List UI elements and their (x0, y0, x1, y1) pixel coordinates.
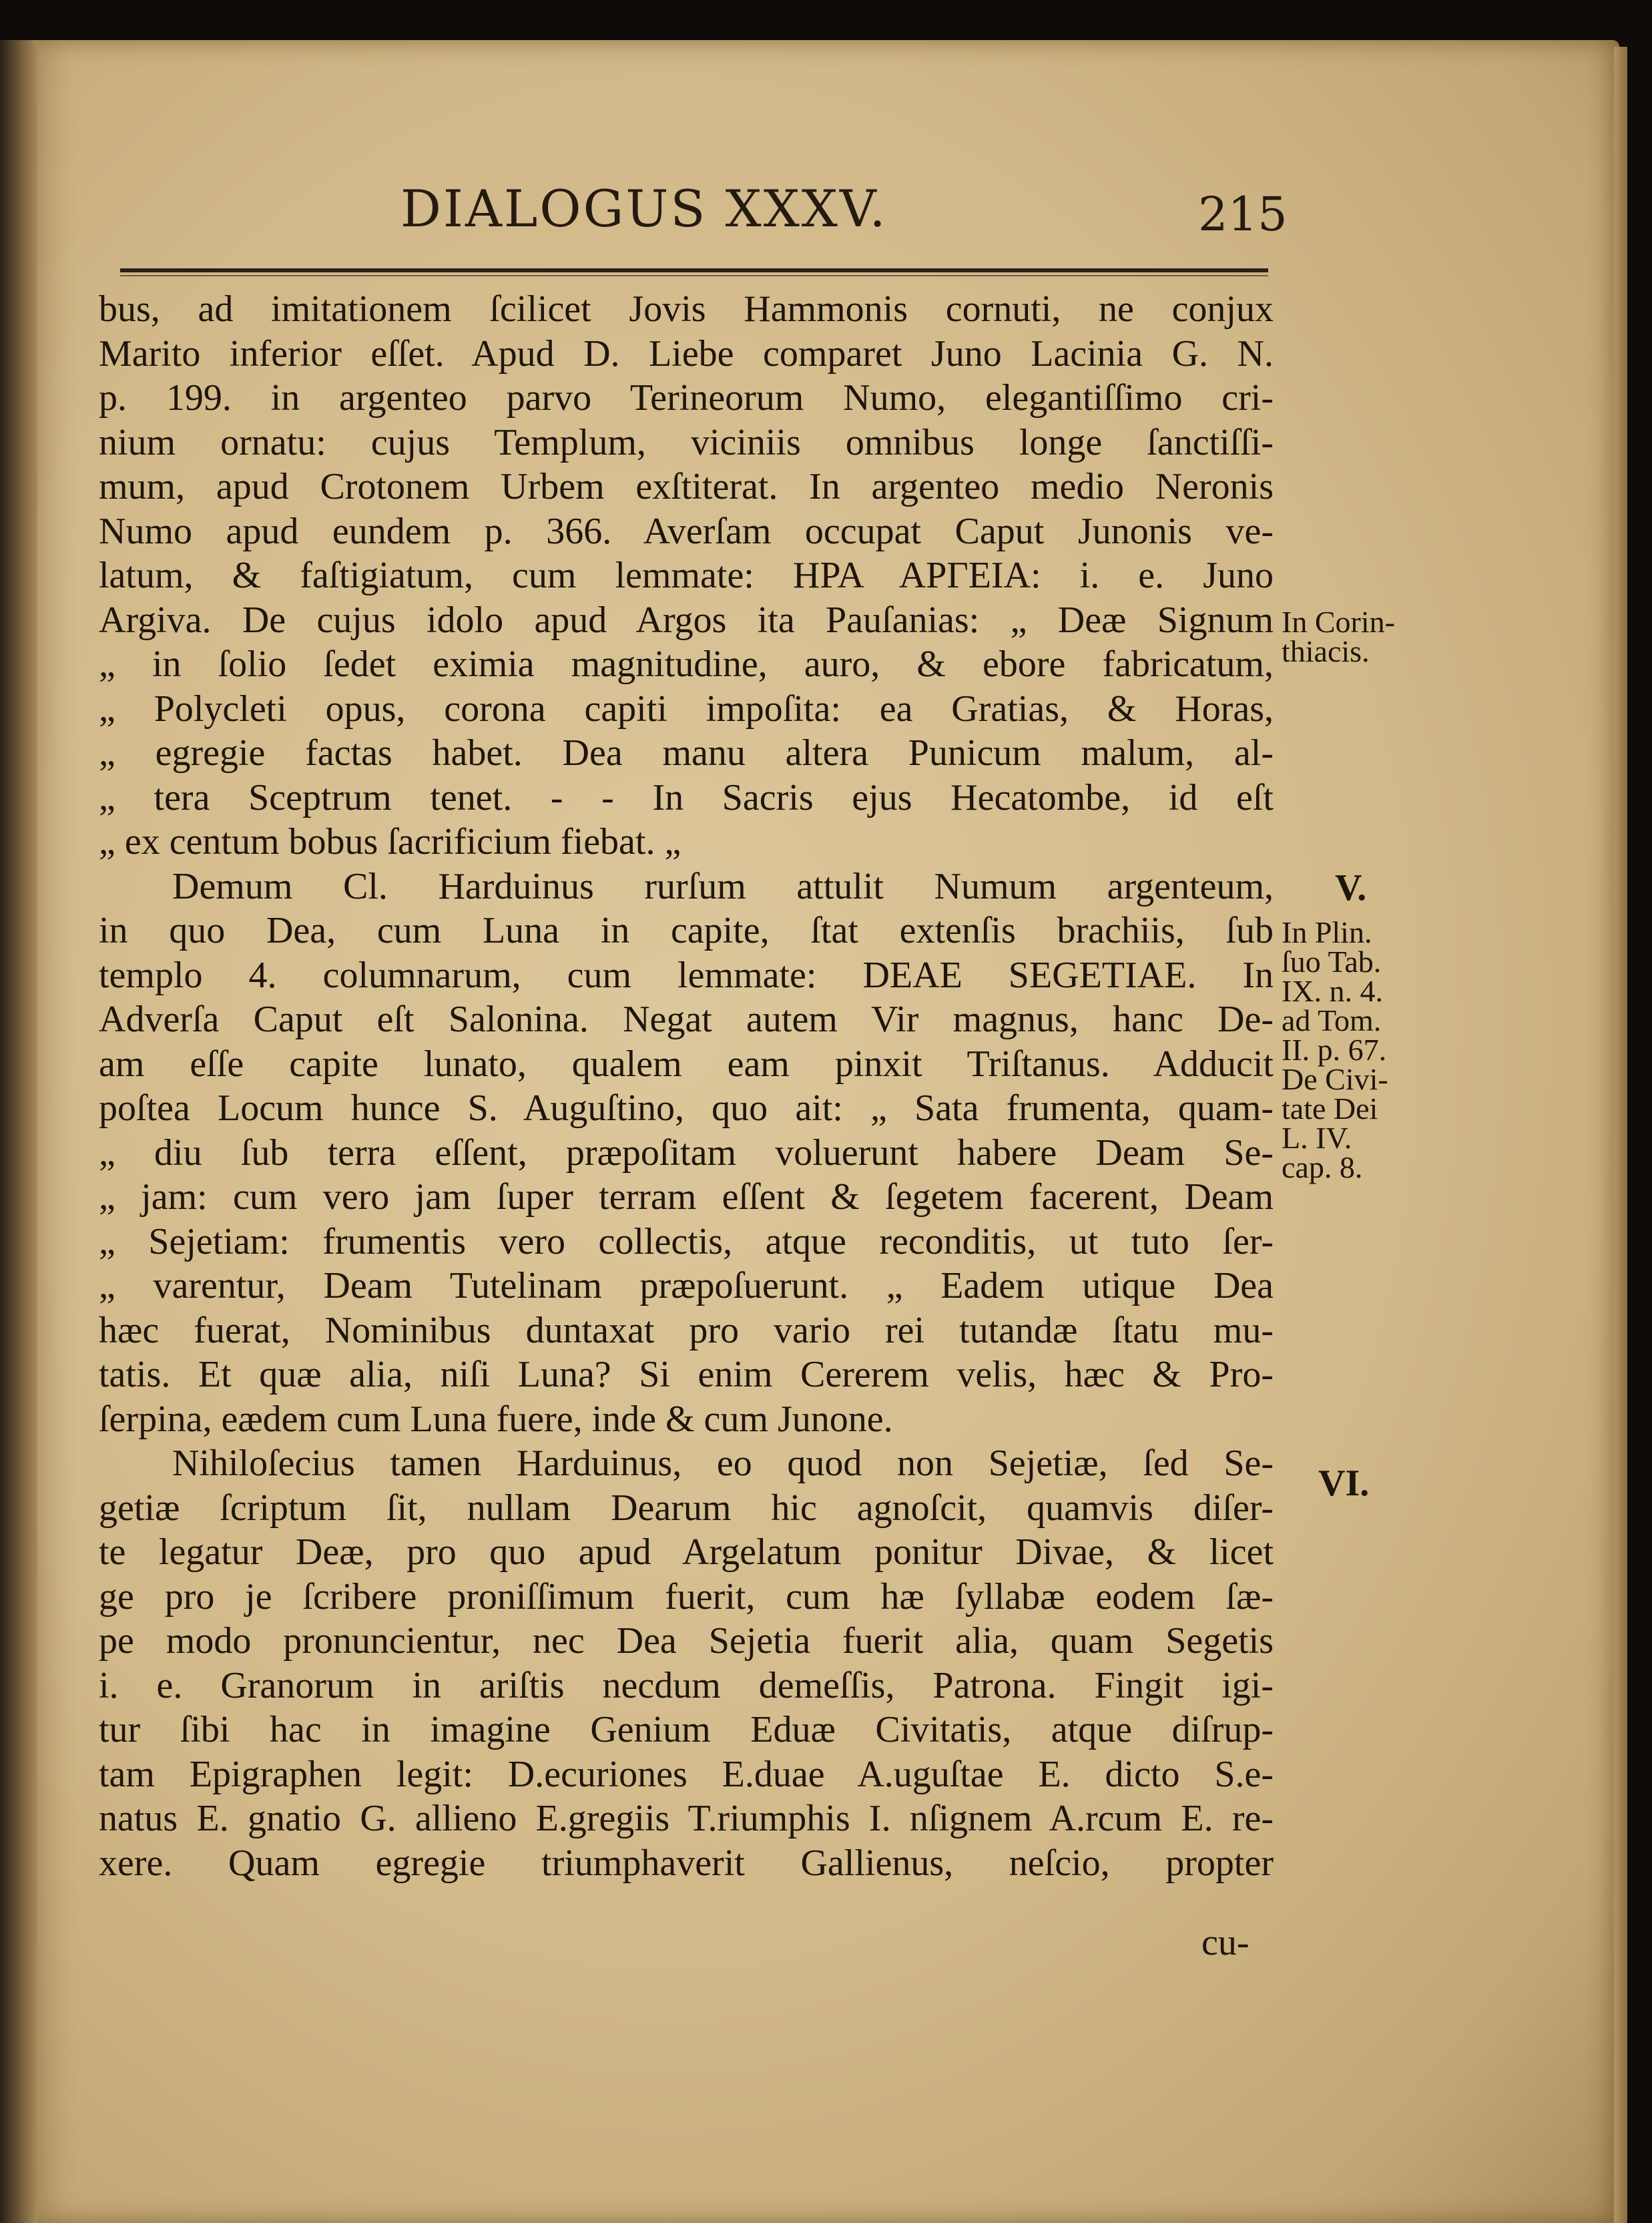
text-line: „ varentur, Deam Tutelinam præpoſuerunt. „ Eadem utique Dea (99, 1265, 1274, 1306)
text-line: „ tera Sceptrum tenet. - - In Sacris ejus Hecatombe, id eſt (99, 776, 1274, 818)
header-rule (120, 268, 1268, 272)
text-line: xere. Quam egregie triumphaverit Gallienus, neſcio, propter (99, 1842, 1274, 1884)
marginal-section-vi: VI. (1318, 1463, 1370, 1504)
marginal-note-corinthiacis: In Corin- thiacis. (1282, 605, 1395, 668)
text-line: i. e. Granorum in ariſtis necdum demeſſis, Patrona. Fingit igi- (99, 1664, 1274, 1706)
page-edge (1614, 47, 1627, 2223)
page-number: 215 (1198, 187, 1288, 242)
text-line: poſtea Locum hunce S. Auguſtino, quo ait: „ Sata frumenta, quam- (99, 1087, 1274, 1129)
text-line: tam Epigraphen legit: D.ecuriones E.duae A.uguſtae E. dicto S.e- (99, 1753, 1274, 1795)
text-line: ſerpina, eædem cum Luna fuere, inde & cum Junone. (99, 1398, 893, 1440)
text-line: Adverſa Caput eſt Salonina. Negat autem Vir magnus, hanc De- (99, 999, 1274, 1040)
text-line: Demum Cl. Harduinus rurſum attulit Numum argenteum, (172, 865, 1274, 907)
text-line: p. 199. in argenteo parvo Terineorum Numo, elegantiſſimo cri- (99, 377, 1274, 419)
body-text (99, 287, 1274, 1885)
text-line: Nihiloſecius tamen Harduinus, eo quod non Sejetiæ, ſed Se- (172, 1443, 1274, 1484)
text-line: am eſſe capite lunato, qualem eam pinxit Triſtanus. Adducit (99, 1043, 1274, 1085)
text-line: nium ornatu: cujus Templum, viciniis omnibus longe ſanctiſſi- (99, 421, 1274, 463)
text-line: „ in ſolio ſedet eximia magnitudine, auro, & ebore fabricatum, (99, 644, 1274, 685)
text-line: in quo Dea, cum Luna in capite, ſtat extenſis brachiis, ſub (99, 910, 1274, 951)
text-line: ge pro je ſcribere proniſſimum fuerit, cum hæ ſyllabæ eodem ſæ- (99, 1575, 1274, 1618)
text-line: Argiva. De cujus idolo apud Argos ita Pauſanias: „ Deæ Signum (99, 599, 1274, 641)
text-line: tur ſibi hac in imagine Genium Eduæ Civitatis, atque diſrup- (99, 1709, 1274, 1750)
text-line: „ egregie factas habet. Dea manu altera Punicum malum, al- (99, 732, 1274, 774)
text-line: templo 4. columnarum, cum lemmate: DEAE SEGETIAE. In (99, 954, 1274, 996)
text-line: „ jam: cum vero jam ſuper terram eſſent & ſegetem facerent, Deam (99, 1176, 1274, 1218)
text-line: te legatur Deæ, pro quo apud Argelatum ponitur Divae, & licet (99, 1531, 1274, 1573)
text-line: hæc fuerat, Nominibus duntaxat pro vario rei tutandæ ſtatu mu- (99, 1309, 1274, 1351)
text-line: „ Sejetiam: frumentis vero collectis, atque reconditis, ut tuto ſer- (99, 1220, 1274, 1262)
text-line: mum, apud Crotonem Urbem exſtiterat. In argenteo medio Neronis (99, 466, 1274, 507)
text-line: natus E. gnatio G. allieno E.gregiis T.riumphis I. nſignem A.rcum E. re- (99, 1798, 1274, 1839)
text-line: „ diu ſub terra eſſent, præpoſitam voluerunt habere Deam Se- (99, 1132, 1274, 1174)
marginal-note-plinius: In Plin. ſuo Tab. IX. n. 4. ad Tom. II. p. 67. De Civi- tate Dei L. IV. cap. 8. (1282, 915, 1388, 1184)
text-line: bus, ad imitationem ſcilicet Jovis Hammonis cornuti, ne conjux (99, 288, 1274, 330)
text-line: Numo apud eundem p. 366. Averſam occupat Caput Junonis ve- (99, 510, 1274, 552)
text-line: latum, & faſtigiatum, cum lemmate: ΗΡΑ ΑΡΓΕΙΑ: i. e. Juno (99, 555, 1274, 596)
text-line: tatis. Et quæ alia, niſi Luna? Si enim Cererem velis, hæc & Pro- (99, 1354, 1274, 1395)
running-head: DIALOGUS XXXV. (400, 179, 888, 238)
catchword: cu- (1201, 1922, 1250, 1963)
facing-page-edge (0, 40, 37, 2223)
marginal-section-v: V. (1335, 867, 1367, 909)
text-line: getiæ ſcriptum ſit, nullam Dearum hic agnoſcit, quamvis diſer- (99, 1487, 1274, 1529)
text-line: pe modo pronuncientur, nec Dea Sejetia fuerit alia, quam Segetis (99, 1620, 1274, 1662)
header-rule-thin (120, 275, 1268, 276)
text-line: „ Polycleti opus, corona capiti impoſita: ea Gratias, & Horas, (99, 688, 1274, 730)
text-line: Marito inferior eſſet. Apud D. Liebe comparet Juno Lacinia G. N. (99, 332, 1274, 375)
text-line: „ ex centum bobus ſacrificium fiebat. „ (99, 821, 681, 862)
